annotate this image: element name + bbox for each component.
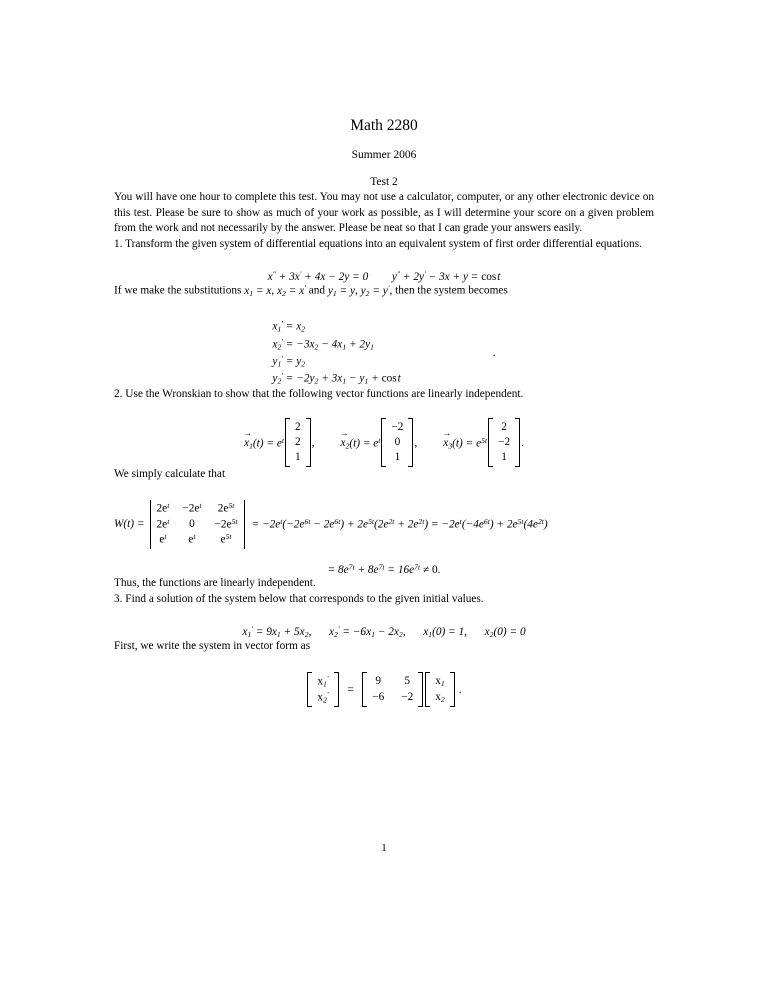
instructions-paragraph: You will have one hour to complete this test. You may not use a calculator, computer, or any other electronic device on this test. Please be sure to show as much of your work as possible, as I will determine your score on a given problem from the work and not necessarily by the answer. Please be neat so that I can grade your answers easily.: [114, 191, 654, 235]
problem-3-equation-2: $x_2' = -6x_1 - 2x_2$,: [328, 624, 406, 640]
rhs-vector-row-1: $x_1$: [435, 675, 445, 689]
vector-x3-value-1: 2: [501, 421, 507, 434]
problem-3-equations: [114, 625, 654, 640]
vector-form-trailing-period: .: [458, 683, 462, 696]
problem-2-statement: 2. Use the Wronskian to show that the following vector functions are linearly independent.: [114, 387, 524, 400]
problem-3-equation-1: $x_1' = 9x_1 + 5x_2$,: [242, 624, 312, 640]
vector-x2-value-2: 0: [394, 436, 401, 449]
wronskian-equation: [114, 500, 654, 549]
lhs-vector-bracket: [307, 672, 338, 708]
problem-2-conclusion: Thus, the functions are linearly independent.: [114, 577, 316, 590]
problem-1-equation-y: y″ + 2y′ − 3x + y = cos t: [391, 269, 501, 284]
vector-x1-bracket: [285, 418, 311, 467]
matrix-cell-r2c2: −2: [401, 690, 414, 703]
problem-2-vectors: [114, 418, 654, 467]
matrix-equals-sign: =: [346, 683, 355, 696]
problem-1-given-equations: [114, 270, 654, 284]
vector-x2-value-3: 1: [394, 451, 401, 464]
matrix-cell-r1c1: 9: [375, 674, 382, 687]
det-cell-r1c1: $2e^t$: [156, 500, 170, 515]
vector-x1-value-1: 2: [295, 421, 301, 434]
vector-x1-separator: ,: [311, 436, 315, 449]
vector-x2-bracket: [381, 418, 413, 467]
test-label: Test 2: [370, 176, 398, 189]
system-equation-2: $x_2' = -3x_2 - 4x_1 + 2y_1$: [272, 336, 374, 352]
wronskian-determinant: [148, 500, 247, 549]
page-number: 1: [381, 842, 387, 854]
vector-x3-value-2: −2: [498, 436, 511, 449]
matrix-cell-r2c1: −6: [372, 690, 385, 703]
vector-x1-name: → x: [243, 429, 253, 449]
problem-1-statement: 1. Transform the given system of differential equations into an equivalent system of first order differential equations.: [114, 237, 642, 250]
problem-3-initial-1: $x_1(0) = 1$,: [423, 626, 467, 640]
det-cell-r2c2: 0: [189, 517, 195, 530]
matrix-cell-r1c2: 5: [404, 674, 411, 687]
det-cell-r3c2: $e^t$: [188, 532, 196, 546]
vector-x3-separator: .: [521, 436, 524, 449]
system-equation-4: $y_2' = -2y_2 + 3x_1 - y_1 + \cos$ t: [272, 370, 401, 386]
problem-3-statement: 3. Find a solution of the system below that corresponds to the given initial values.: [114, 592, 484, 605]
problem-1-system: [114, 318, 654, 386]
problem-1-substitution-text: If we make the substitutions $x_1 = x$, $x_2 = x'$ and $y_1 = y$, $y_2 = y'$, then the system becomes: [114, 283, 508, 298]
vector-x2-separator: ,: [414, 436, 418, 449]
system-equation-1: $x_1' = x_2$: [272, 319, 306, 335]
det-cell-r2c3: $-2e^{5t}$: [214, 516, 238, 531]
vector-x3-name: → x: [442, 429, 452, 449]
rhs-vector-bracket: [425, 672, 455, 706]
det-cell-r1c3: $2e^{5t}$: [217, 500, 235, 515]
wronskian-label: W(t) =: [114, 518, 145, 531]
problem-3-vector-form-intro: First, we write the system in vector form as: [114, 640, 311, 653]
document-subtitle: Summer 2006: [351, 148, 417, 161]
rhs-vector-row-2: $x_2$: [435, 690, 445, 704]
vector-x2-value-1: −2: [391, 421, 404, 434]
vector-x2-name: → x: [339, 429, 349, 449]
vector-x2: → x $_2(t) = e^t$ −2 0 1 ,: [340, 418, 417, 467]
det-cell-r3c1: $e^t$: [159, 532, 167, 546]
page-title: Math 2280: [350, 117, 418, 134]
vector-x1: → x $_1(t) = e^t$ 2 2 1 ,: [244, 418, 314, 467]
problem-2-calculation-intro: We simply calculate that: [114, 468, 226, 481]
det-cell-r3c3: $e^{5t}$: [220, 532, 232, 546]
det-cell-r2c1: $2e^t$: [156, 516, 170, 531]
vector-x3: → x $_3(t) = e^{5t}$ 2 −2 1 .: [443, 418, 524, 467]
problem-1-equation-x: x″ + 3x′ + 4x − 2y = 0: [267, 269, 369, 284]
vector-x1-value-2: 2: [295, 436, 301, 449]
vector-x3-value-3: 1: [501, 451, 507, 464]
system-equation-3: $y_1' = y_2$: [272, 353, 306, 369]
lhs-vector-row-1: $x_1'$: [317, 673, 329, 689]
problem-3-initial-2: $x_2(0) = 0$: [484, 626, 526, 640]
coefficient-matrix-bracket: [362, 672, 423, 707]
wronskian-result: = $8e^{7t} + 8e^{7t} = 16e^{7t} \ne 0$.: [327, 562, 441, 577]
system-trailing-period: .: [492, 346, 496, 359]
lhs-vector-row-2: $x_2'$: [317, 689, 329, 705]
det-cell-r1c2: $-2e^t$: [182, 500, 202, 515]
wronskian-expansion: = $-2e^t(-2e^{6t} - 2e^{6t}) + 2e^{5t}(2e^{2t} + 2e^{2t}) = -2e^t(-4e^{6t}) + 2e^{5t}(4e^{2t})$: [251, 517, 548, 532]
problem-3-vector-form: [114, 672, 654, 708]
vector-x3-bracket: [488, 418, 520, 467]
vector-x1-value-3: 1: [295, 451, 301, 464]
